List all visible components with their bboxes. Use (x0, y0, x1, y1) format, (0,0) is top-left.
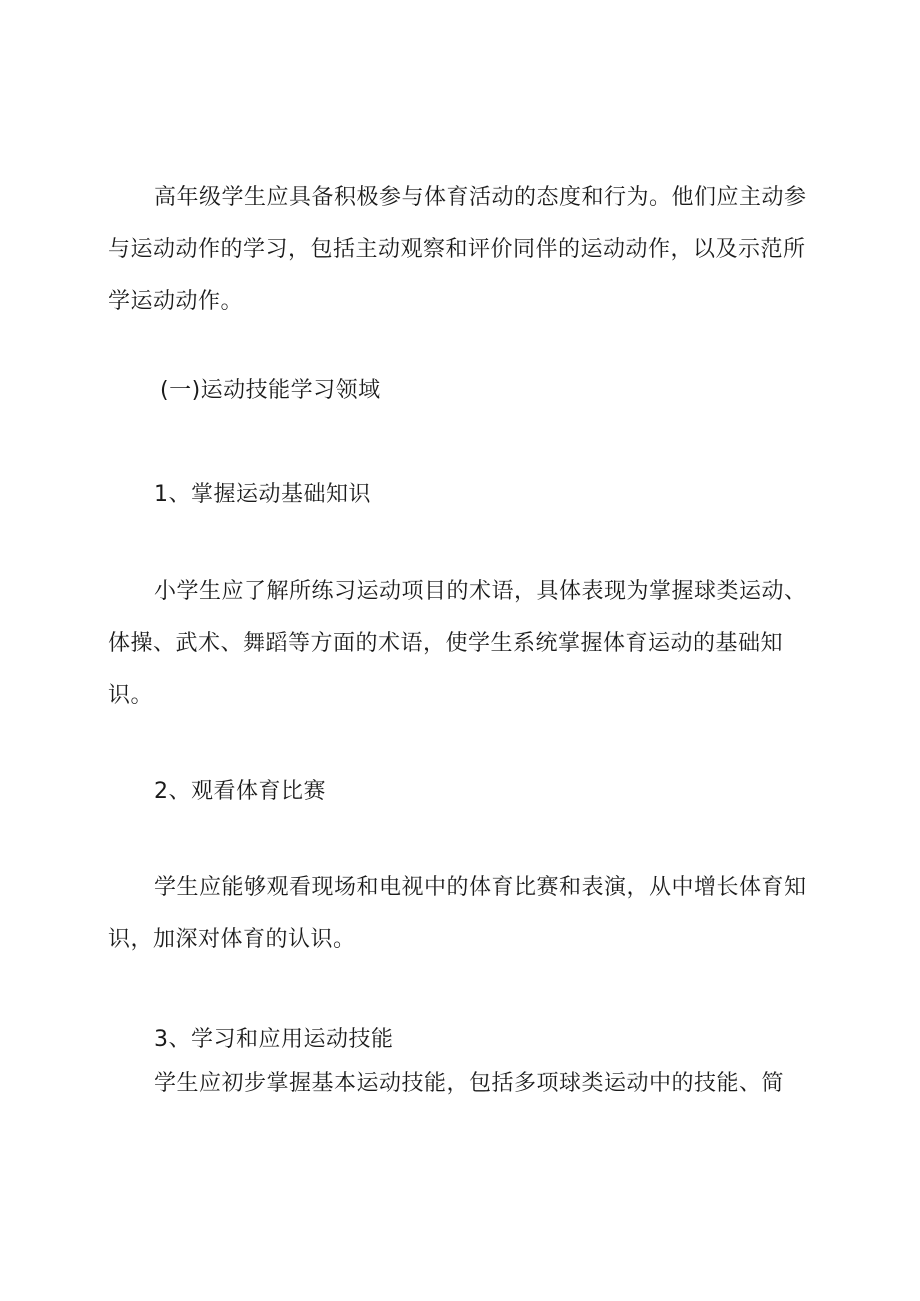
item3-heading: 3、学习和应用运动技能 (154, 1027, 394, 1052)
item1-body: 小学生应了解所练习运动项目的术语，具体表现为掌握球类运动、体操、武术、舞蹈等方面的术语，使学生系统掌握体育运动的基础知识。 (108, 579, 807, 708)
item3-body: 学生应初步掌握基本运动技能，包括多项球类运动中的技能、简 (154, 1071, 785, 1096)
item2-body: 学生应能够观看现场和电视中的体育比赛和表演，从中增长体育知识，加深对体育的认识。 (108, 875, 807, 952)
item2-heading: 2、观看体育比赛 (154, 779, 326, 804)
section-heading: (一)运动技能学习领域 (160, 378, 381, 403)
paragraph-intro: 高年级学生应具备积极参与体育活动的态度和行为。他们应主动参与运动动作的学习，包括主动观察和评价同伴的运动动作，以及示范所学运动动作。 (108, 185, 807, 314)
item1-heading: 1、掌握运动基础知识 (154, 482, 371, 507)
